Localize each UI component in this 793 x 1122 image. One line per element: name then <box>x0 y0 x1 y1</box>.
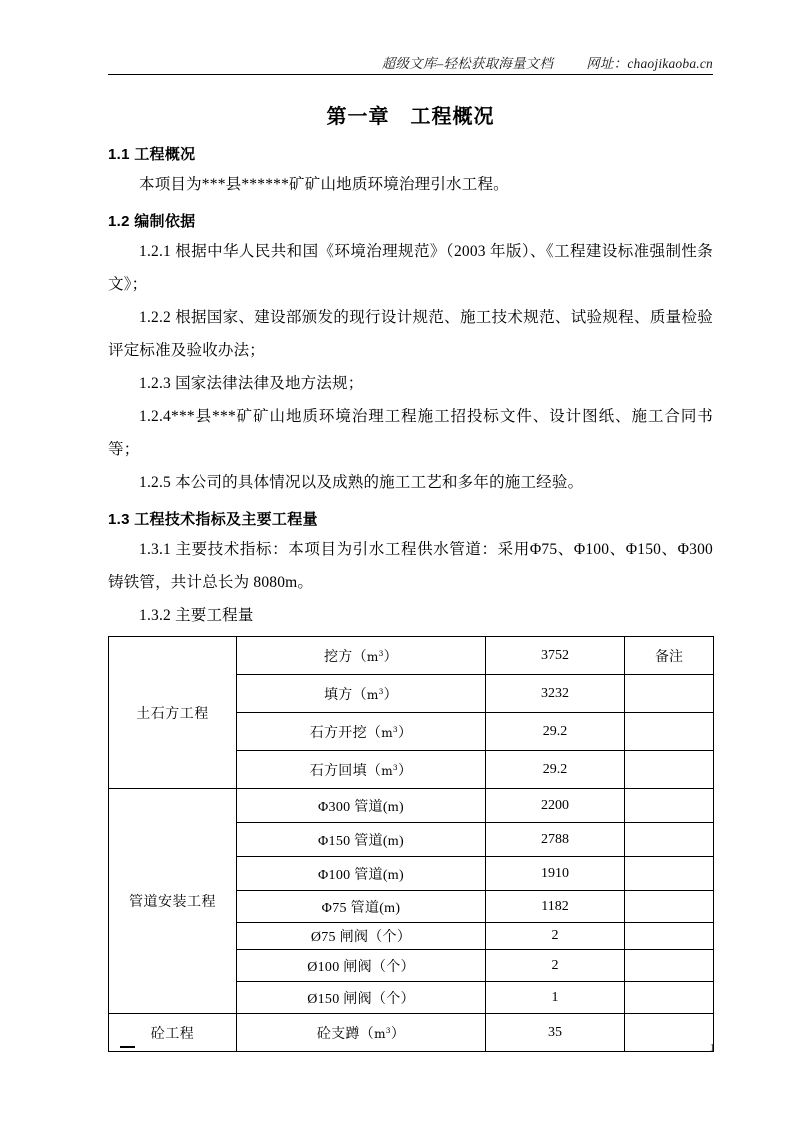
table-item-label: Ø75 闸阀（个） <box>237 923 486 950</box>
table-item-label: 挖方$(m^3)$ <box>237 637 486 675</box>
table-note-cell <box>625 789 714 823</box>
table-item-label: Φ300 管道(m) <box>237 789 486 823</box>
table-item-label: Ø150 闸阀（个） <box>237 982 486 1014</box>
table-item-label: 石方回填$(m^3)$ <box>237 751 486 789</box>
table-note-cell <box>625 857 714 891</box>
header-divider <box>108 74 713 75</box>
footer-dash <box>120 1046 135 1048</box>
table-note-cell <box>625 891 714 923</box>
table-note-cell <box>625 923 714 950</box>
table-row <box>109 637 714 675</box>
header-brand: 超级文库–轻松获取海量文档 <box>381 56 554 71</box>
table-note-cell <box>625 823 714 857</box>
table-note-cell <box>625 950 714 982</box>
section-heading-1-2: 1.2 编制依据 <box>108 213 196 230</box>
table-group-label: 土石方工程 <box>109 637 237 789</box>
page-title: 第一章 工程概况 <box>326 106 495 128</box>
page-number: 1 <box>709 1042 715 1054</box>
table-group-label: 砼工程 <box>109 1014 237 1052</box>
table-row <box>109 789 714 823</box>
table-body <box>109 637 714 1052</box>
table-item-label: 填方$(m^3)$ <box>237 675 486 713</box>
table-item-value: 2788 <box>486 823 625 857</box>
table-item-label: Φ100 管道(m) <box>237 857 486 891</box>
table-item-value: 29.2 <box>486 713 625 751</box>
table-item-value: 2 <box>486 923 625 950</box>
table-note-cell <box>625 713 714 751</box>
paragraph-1-2-2: 1.2.2 根据国家、建设部颁发的现行设计规范、施工技术规范、试验规程、质量检验评定标准及验收办法； <box>108 309 713 359</box>
table-item-value: 1 <box>486 982 625 1014</box>
table-group-label: 管道安装工程 <box>109 789 237 1014</box>
table-note-cell <box>625 1014 714 1052</box>
table-item-value: 3232 <box>486 675 625 713</box>
table-note-header: 备注 <box>625 637 714 675</box>
engineering-quantity-table <box>108 636 714 1052</box>
paragraph-1-2-3: 1.2.3 国家法律法律及地方法规； <box>139 375 364 392</box>
table-item-label: 石方开挖$(m^3)$ <box>237 713 486 751</box>
paragraph-1-2-5: 1.2.5 本公司的具体情况以及成熟的施工工艺和多年的施工经验。 <box>139 474 584 491</box>
table-item-value: 2200 <box>486 789 625 823</box>
table-row <box>109 1014 714 1052</box>
table-note-cell <box>625 982 714 1014</box>
table-item-label: Φ75 管道(m) <box>237 891 486 923</box>
table-item-label: 砼支蹲$(m^3)$ <box>237 1014 486 1052</box>
header-url: 网址：chaojikaoba.cn <box>586 56 713 71</box>
paragraph-1-2-1: 1.2.1 根据中华人民共和国《环境治理规范》（2003 年版）、《工程建设标准强制性条文》； <box>108 243 713 293</box>
section-heading-1-3: 1.3 工程技术指标及主要工程量 <box>108 511 318 528</box>
paragraph-1-1-1: 本项目为***县******矿矿山地质环境治理引水工程。 <box>139 176 509 193</box>
table-item-label: Φ150 管道(m) <box>237 823 486 857</box>
table-item-label: Ø100 闸阀（个） <box>237 950 486 982</box>
table-item-value: 29.2 <box>486 751 625 789</box>
table-item-value: 35 <box>486 1014 625 1052</box>
page-header <box>108 52 713 72</box>
document-body <box>108 92 713 1052</box>
paragraph-1-3-2: 1.3.2 主要工程量 <box>139 607 254 624</box>
table-item-value: 2 <box>486 950 625 982</box>
table-item-value: 1182 <box>486 891 625 923</box>
table-item-value: 1910 <box>486 857 625 891</box>
table-note-cell <box>625 675 714 713</box>
table-note-cell <box>625 751 714 789</box>
paragraph-1-3-1: 1.3.1 主要技术指标：本项目为引水工程供水管道：采用Φ75、Φ100、Φ150、Φ300 铸铁管，共计总长为 8080m。 <box>108 541 713 591</box>
paragraph-1-2-4: 1.2.4***县***矿矿山地质环境治理工程施工招投标文件、设计图纸、施工合同书等； <box>108 408 713 458</box>
table-item-value: 3752 <box>486 637 625 675</box>
section-heading-1-1: 1.1 工程概况 <box>108 146 196 163</box>
